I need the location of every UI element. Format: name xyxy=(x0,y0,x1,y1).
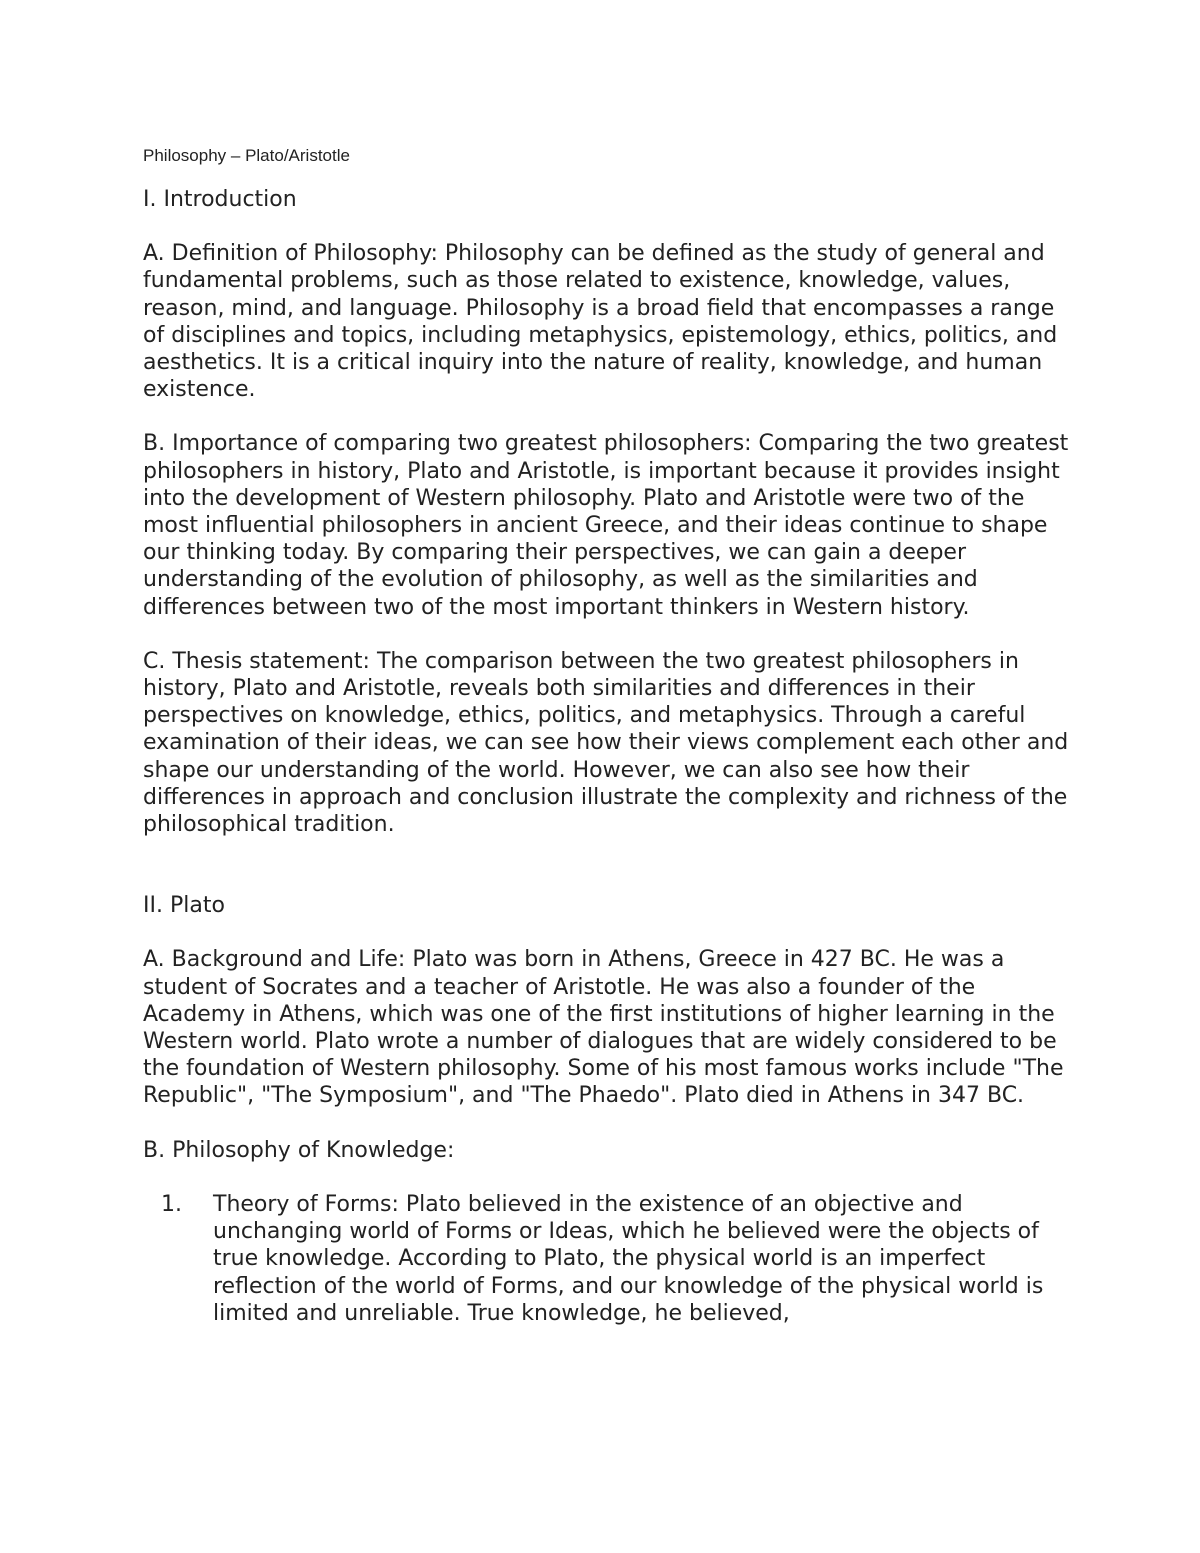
paragraph-background: A. Background and Life: Plato was born in Athens, Greece in 427 BC. He was a student of Socrates and a teacher of Aristotle. He was also a founder of the Academy in Athens, which was one of the first institutions of higher learning in the Western world. Plato wrote a number of dialogues that are widely considered to be the foundation of Western philosophy. Some of his most famous works include "The Republic", "The Symposium", and "The Phaedo". Plato died in Athens in 347 BC. xyxy=(143,947,1064,1109)
list-item xyxy=(143,1191,1073,1327)
list-item-text: Theory of Forms: Plato believed in the existence of an objective and unchanging world of Forms or Ideas, which he believed were the objects of true knowledge. According to Plato, the physical world is an imperfect reflection of the world of Forms, and our knowledge of the physical world is limited and unreliable. True knowledge, he believed, xyxy=(213,1191,1044,1326)
section-heading-plato: II. Plato xyxy=(143,893,225,919)
section-heading-introduction: I. Introduction xyxy=(143,187,297,212)
paragraph-thesis: C. Thesis statement: The comparison between the two greatest philosophers in history, Plato and Aristotle, reveals both similarities and differences in their perspectives on knowledge, ethics, politics, and metaphysics. Through a careful examination of their ideas, we can see how their views complement each other and shape our understanding of the world. However, we can also see how their differences in approach and conclusion illustrate the complexity and richness of the philosophical tradition. xyxy=(143,648,1069,838)
document-body xyxy=(143,144,1073,1354)
list-item-number: 1. xyxy=(161,1191,182,1217)
subheading-knowledge: B. Philosophy of Knowledge: xyxy=(143,1137,455,1163)
paragraph-importance: B. Importance of comparing two greatest philosophers: Comparing the two greatest philosophers in history, Plato and Aristotle, is important because it provides insight into the development of Western philosophy. Plato and Aristotle were two of the most influential philosophers in ancient Greece, and their ideas continue to shape our thinking today. By comparing their perspectives, we can gain a deeper understanding of the evolution of philosophy, as well as the similarities and differences between two of the most important thinkers in Western history. xyxy=(143,431,1069,620)
document-title: Philosophy – Plato/Aristotle xyxy=(143,146,350,165)
section-spacer xyxy=(143,865,1073,892)
paragraph-definition: A. Definition of Philosophy: Philosophy can be defined as the study of general and fundamental problems, such as those related to existence, knowledge, values, reason, mind, and language. Philosophy is a broad field that encompasses a range of disciplines and topics, including metaphysics, epistemology, ethics, politics, and aesthetics. It is a critical inquiry into the nature of reality, knowledge, and human existence. xyxy=(143,241,1058,403)
